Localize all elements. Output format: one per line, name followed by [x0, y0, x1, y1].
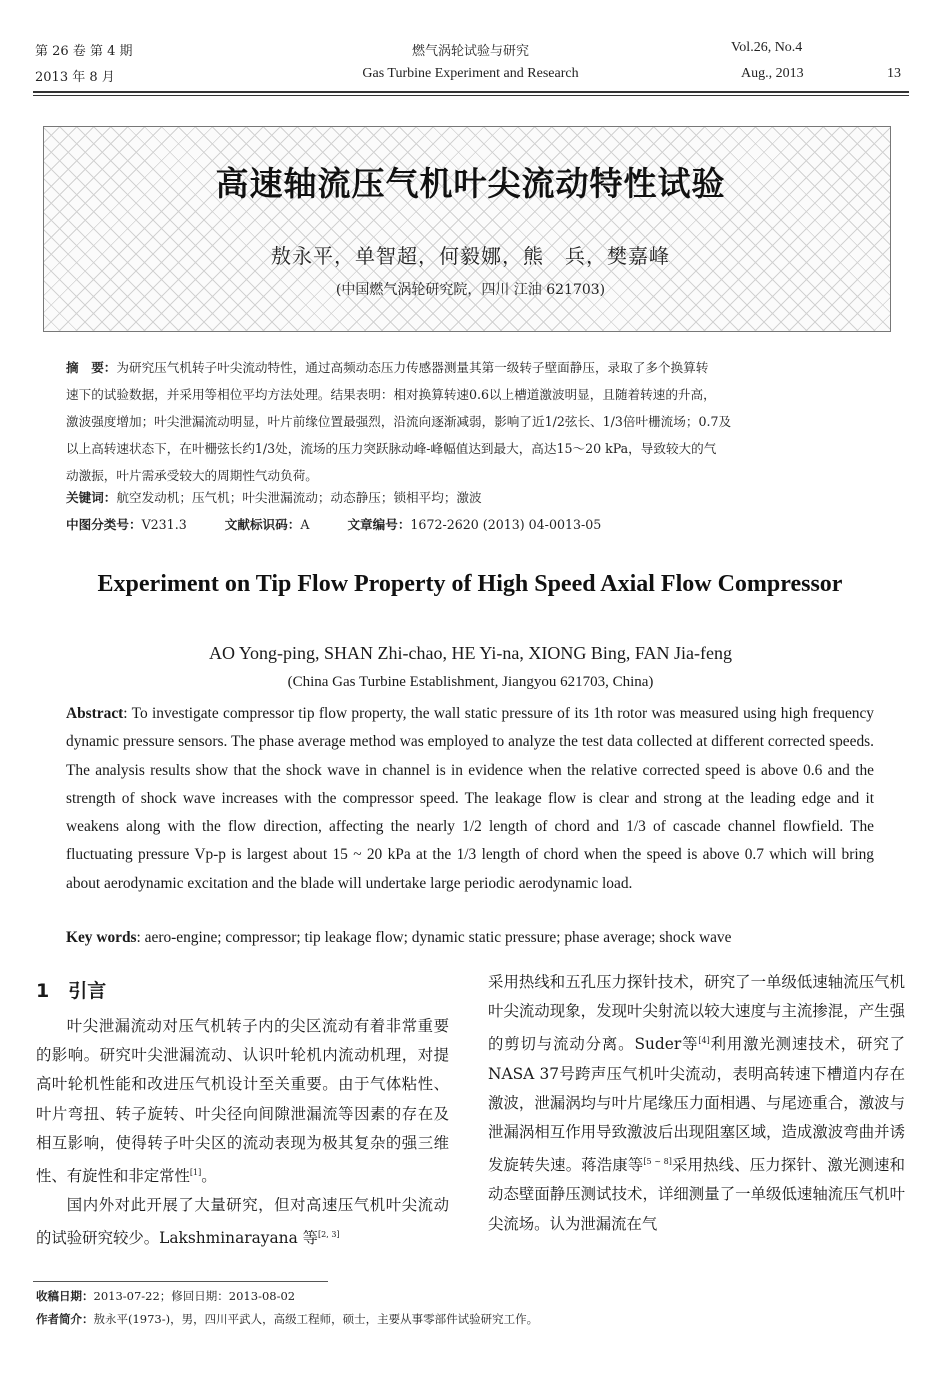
keywords-cn [66, 487, 482, 506]
author-bio-label: 作者简介： [36, 1312, 94, 1326]
keywords-cn-text: 航空发动机；压气机；叶尖泄漏流动；动态静压；锁相平均；激波 [116, 490, 482, 505]
abstract-cn-line: 为研究压气机转子叶尖流动特性，通过高频动态压力传感器测量其第一级转子壁面静压，录取了多个换算转 [116, 360, 709, 375]
doc-code-value: A [300, 517, 310, 532]
page-number: 13 [887, 66, 901, 81]
citation-ref: [2, 3] [318, 1230, 340, 1240]
header-date-cn: 2013 年 8 月 [35, 70, 115, 85]
article-no-value: 1672-2620 (2013) 04-0013-05 [410, 517, 602, 532]
article-no-label: 文章编号： [347, 517, 411, 532]
received-value: 2013-07-22；修回日期：2013-08-02 [93, 1289, 296, 1303]
affiliation-cn: (中国燃气涡轮研究院，四川 江油 621703) [335, 282, 606, 298]
doc-code-label: 文献标识码： [224, 517, 301, 532]
classification-line [66, 514, 601, 533]
abstract-en-label: Abstract [66, 705, 124, 722]
keywords-en [66, 929, 731, 947]
author-bio-value: 敖永平(1973-)，男，四川平武人，高级工程师，硕士，主要从事零部件试验研究工作。 [93, 1312, 539, 1326]
header-rule-thin [33, 95, 909, 96]
body-paragraph: 叶尖泄漏流动对压气机转子内的尖区流动有着非常重要的影响。研究叶尖泄漏流动、认识叶轮机内流动机理，对提高叶轮机性能和改进压气机设计至关重要。由于气体粘性、叶片弯扭、转子旋转、叶尖径向间隙泄漏流等因素的存在及相互影响，使得转子叶尖区的流动表现为极其复杂的强三维性、有旋性和非定常性[1]。 [36, 1017, 449, 1186]
title-box [43, 126, 891, 332]
keywords-cn-label: 关键词： [66, 490, 117, 505]
abstract-cn-line: 以上高转速状态下，在叶栅弦长约1/3处，流场的压力突跃脉动峰-峰幅值达到最大，高达15～20 kPa，导致较大的气 [66, 441, 717, 456]
footnote-author [36, 1311, 538, 1327]
header-journal-cn: 燃气涡轮试验与研究 [411, 44, 529, 59]
authors-cn: 敖永平，单智超，何毅娜，熊 兵，樊嘉峰 [271, 244, 670, 268]
body-paragraph: 国内外对此开展了大量研究，但对高速压气机叶尖流动的试验研究较少。Lakshminarayana 等[2, 3] [36, 1196, 449, 1248]
affiliation-en: (China Gas Turbine Establishment, Jiangyou 621703, China) [287, 674, 654, 690]
header-rule-thick [33, 91, 909, 93]
abstract-en-text: : To investigate compressor tip flow property, the wall static pressure of its 1th rotor was measured using high frequency dynamic pressure sensors. The phase average method was employed to analyze the test data collected at different corrected speeds. The analysis results show that the shock wave in channel is in evidence when the relative corrected speed is above 0.6 and the strength of shock wave increases with the compressor speed. The leakage flow is clear and strong at the leading edge and it weakens along with the flow direction, affecting the nearly 1/2 length of chord and 1/3 of cascade channel flowfield. The fluctuating pressure Vp-p is largest about 15 ~ 20 kPa at the 1/3 length of chord when the speed is above 0.7 which will bring about aerodynamic excitation and the blade will undertake large periodic aerodynamic load. [66, 705, 874, 892]
citation-ref: [1] [189, 1168, 202, 1178]
footnote-rule [33, 1281, 328, 1282]
body-paragraph: 采用热线和五孔压力探针技术，研究了一单级低速轴流压气机叶尖流动现象，发现叶尖射流以较大速度与主流掺混，产生强的剪切与流动分离。Suder等[4]利用激光测速技术，研究了 NASA 37号跨声压气机叶尖流动，表明高转速下槽道内存在激波，泄漏涡均与叶片尾缘压力面相遇、与尾迹重合，激波与泄漏涡相互作用导致激波后出现阻塞区域，造成激波弯曲并诱发旋转失速。蒋浩康等[5 ~ 8]采用热线、压力探针、激光测速和动态壁面静压测试技术，详细测量了一单级低速轴流压气机叶尖流场。认为泄漏流在气 [488, 973, 905, 1233]
abstract-cn-label: 摘 要： [66, 360, 117, 375]
title-en: Experiment on Tip Flow Property of High Speed Axial Flow Compressor [97, 571, 843, 597]
clc-label: 中图分类号： [66, 517, 142, 532]
title-cn: 高速轴流压气机叶尖流动特性试验 [215, 164, 726, 203]
header-volume-en: Vol.26, No.4 [731, 40, 803, 55]
received-label: 收稿日期： [36, 1289, 94, 1303]
authors-en: AO Yong-ping, SHAN Zhi-chao, HE Yi-na, XIONG Bing, FAN Jia-feng [209, 643, 732, 663]
right-column [488, 968, 905, 1239]
header-journal-en: Gas Turbine Experiment and Research [362, 66, 579, 81]
citation-ref: [5 ~ 8] [643, 1157, 672, 1167]
clc-value: V231.3 [141, 517, 187, 532]
abstract-cn-line: 动激振，叶片需承受较大的周期性气动负荷。 [66, 468, 318, 483]
abstract-en [66, 700, 874, 898]
abstract-cn-line: 速下的试验数据，并采用等相位平均方法处理。结果表明：相对换算转速0.6以上槽道激波明显，且随着转速的升高， [66, 387, 716, 402]
section-heading: 1 引言 [36, 980, 107, 1002]
header-date-en: Aug., 2013 [741, 66, 804, 81]
citation-ref: [4] [698, 1036, 710, 1046]
keywords-en-text: : aero-engine; compressor; tip leakage flow; dynamic static pressure; phase average; shock wave [136, 929, 732, 946]
footnote-received [36, 1288, 295, 1304]
left-column [36, 1012, 449, 1254]
header-volume-cn: 第 26 卷 第 4 期 [35, 44, 133, 59]
abstract-cn-line: 激波强度增加；叶尖泄漏流动明显，叶片前缘位置最强烈，沿流向逐渐减弱，影响了近1/2弦长、1/3倍叶栅流场；0.7及 [66, 414, 732, 429]
keywords-en-label: Key words [66, 929, 137, 946]
